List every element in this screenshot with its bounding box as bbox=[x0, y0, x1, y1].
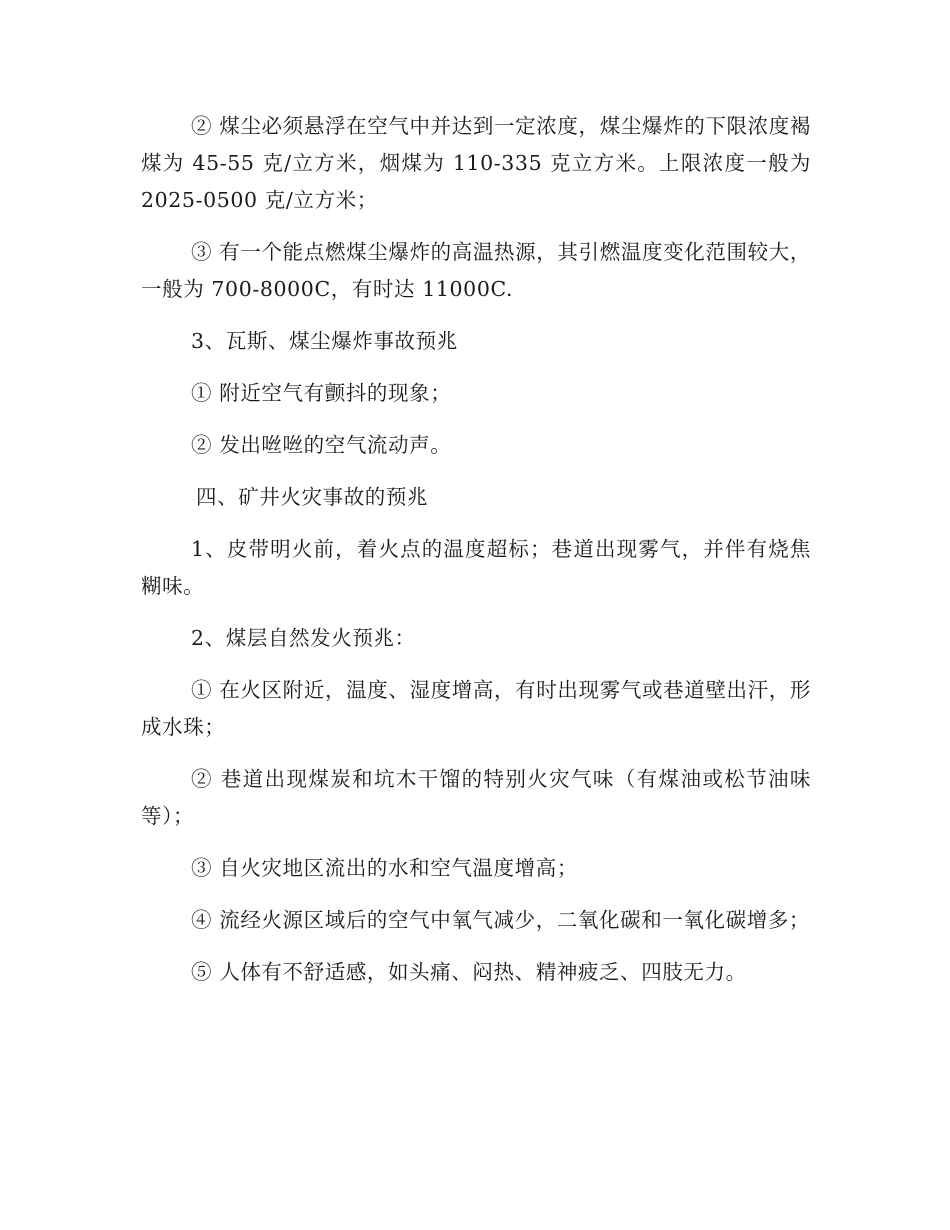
heading-mine-fire-signs: 四、矿井火灾事故的预兆 bbox=[196, 485, 429, 509]
paragraph-ignition-source: ③ 有一个能点燃煤尘爆炸的高温热源，其引燃温度变化范围较大，一般为 700-8000C，有时达 11000C. bbox=[141, 240, 811, 301]
paragraph-body-discomfort: ⑤ 人体有不舒适感，如头痛、闷热、精神疲乏、四肢无力。 bbox=[191, 960, 747, 984]
paragraph-coal-dust-concentration: ② 煤尘必须悬浮在空气中并达到一定浓度，煤尘爆炸的下限浓度褐煤为 45-55 克/立方米，烟煤为 110-335 克立方米。上限浓度一般为 2025-0500 克/立方米； bbox=[141, 114, 811, 212]
paragraph-water-temperature: ③ 自火灾地区流出的水和空气温度增高； bbox=[191, 856, 578, 880]
document-body bbox=[141, 108, 811, 1006]
heading-spontaneous-combustion: 2、煤层自然发火预兆： bbox=[191, 626, 416, 650]
paragraph-hissing-sound: ② 发出咝咝的空气流动声。 bbox=[191, 433, 452, 457]
paragraph-temperature-humidity: ① 在火区附近，温度、湿度增高，有时出现雾气或巷道壁出汗，形成水珠； bbox=[141, 678, 811, 739]
paragraph-air-trembling: ① 附近空气有颤抖的现象； bbox=[191, 381, 452, 405]
paragraph-belt-fire: 1、皮带明火前，着火点的温度超标；巷道出现雾气，并伴有烧焦糊味。 bbox=[141, 537, 811, 598]
heading-explosion-signs: 3、瓦斯、煤尘爆炸事故预兆 bbox=[191, 329, 458, 353]
paragraph-oxygen-reduction: ④ 流经火源区域后的空气中氧气减少，二氧化碳和一氧化碳增多； bbox=[191, 908, 811, 932]
paragraph-fire-odor: ② 巷道出现煤炭和坑木干馏的特别火灾气味（有煤油或松节油味等）； bbox=[141, 767, 811, 828]
